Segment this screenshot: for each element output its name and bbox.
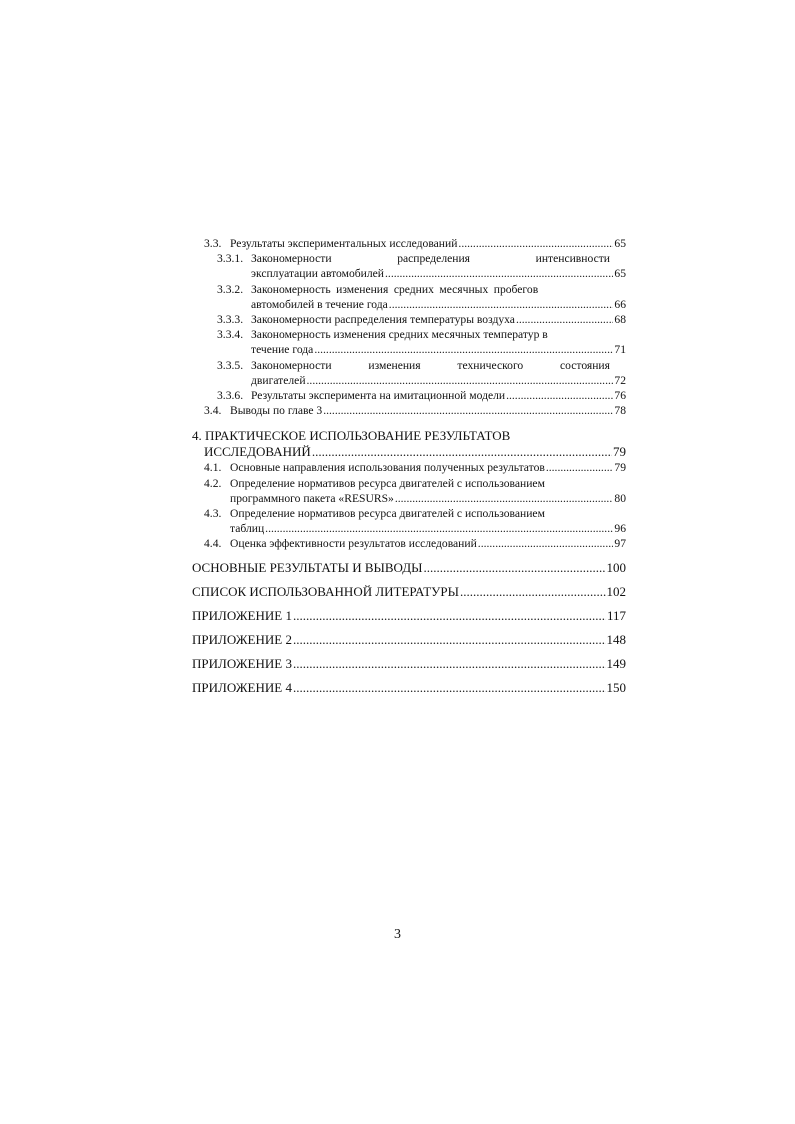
toc-title: Результаты экспериментальных исследований (230, 237, 458, 250)
toc-number: 4.4. (204, 537, 222, 551)
toc-page: 78 (614, 404, 626, 418)
toc-title: Основные направления использования полученных результатов (230, 461, 545, 475)
toc-title-cont: эксплуатации автомобилей (251, 267, 385, 281)
toc-number: 3.3.3. (217, 313, 244, 327)
toc-title: ПРИЛОЖЕНИЕ 3 (192, 655, 292, 671)
toc-title: СПИСОК ИСПОЛЬЗОВАННОЙ ЛИТЕРАТУРЫ (192, 583, 459, 599)
toc-entry-3-3-5[interactable] (192, 358, 626, 388)
toc-title-cont: двигателей (251, 373, 306, 387)
toc-title-word: изменения (368, 358, 421, 372)
leader-dots (458, 236, 613, 251)
toc-title: Закономерности распределения температуры воздуха (251, 313, 515, 327)
toc-number: 4.2. (204, 476, 222, 490)
leader-dots (546, 460, 614, 475)
toc-page: 117 (606, 607, 626, 623)
toc-page: 65 (614, 267, 626, 281)
toc-title: Определение нормативов ресурса двигателей с использованием (230, 507, 545, 521)
toc-title: ОСНОВНЫЕ РЕЗУЛЬТАТЫ И ВЫВОДЫ (192, 559, 423, 575)
toc-entry-3-3-6[interactable] (192, 388, 626, 403)
toc-page: 79 (613, 444, 626, 460)
toc-title-cont: ИССЛЕДОВАНИЙ (204, 444, 311, 460)
toc-title-word: интенсивности (535, 252, 610, 266)
toc-entry-3-3-3[interactable] (192, 312, 626, 327)
toc-title-word: распределения (397, 252, 470, 266)
toc-title: Оценка эффективности результатов исследований (230, 537, 477, 551)
toc-page: 148 (606, 631, 626, 647)
leader-dots (314, 342, 613, 357)
toc-title-word: Закономерности (251, 358, 332, 372)
toc-number: 3.3.1. (217, 252, 244, 266)
leader-dots (478, 536, 614, 551)
leader-dots (423, 560, 605, 576)
toc-title-cont: таблиц (230, 522, 265, 536)
toc-title-cont: течение года (251, 343, 314, 357)
toc-number: 4.1. (204, 461, 222, 475)
leader-dots (293, 632, 606, 648)
toc-entry-literature[interactable] (192, 584, 626, 600)
leader-dots (265, 521, 613, 536)
toc-page: 102 (606, 583, 626, 599)
toc-page: 68 (614, 313, 626, 327)
toc-entry-results[interactable] (192, 560, 626, 576)
toc-title: ПРИЛОЖЕНИЕ 1 (192, 607, 292, 623)
toc-entry-3-3-2[interactable] (192, 282, 626, 312)
toc-title: Выводы по главе 3 (230, 404, 323, 418)
toc-entry-appendix-3[interactable] (192, 656, 626, 672)
toc-title: Закономерность изменения средних месячных пробегов (251, 282, 539, 296)
toc-title-cont: программного пакета «RESURS» (230, 491, 394, 505)
leader-dots (293, 680, 606, 696)
toc-entry-appendix-1[interactable] (192, 608, 626, 624)
leader-dots (516, 312, 613, 327)
leader-dots (323, 403, 613, 418)
toc-number: 3.3.5. (217, 358, 244, 372)
toc-title-word: технического (457, 358, 524, 372)
toc-page: 65 (614, 237, 626, 250)
toc-title-word: состояния (560, 358, 610, 372)
leader-dots (460, 584, 606, 600)
leader-dots (506, 388, 613, 403)
toc-page: 96 (614, 522, 626, 536)
toc-title: Результаты эксперимента на имитационной модели (251, 389, 506, 403)
toc-number: 3.3.2. (217, 282, 244, 296)
toc-title-cont: автомобилей в течение года (251, 297, 388, 311)
toc-page: 150 (606, 679, 626, 695)
toc-title: Определение нормативов ресурса двигателей с использованием (230, 476, 545, 490)
leader-dots (312, 444, 612, 460)
toc-entry-appendix-2[interactable] (192, 632, 626, 648)
toc-entry-4-3[interactable] (192, 506, 626, 536)
toc-number: 3.3.6. (217, 389, 244, 403)
table-of-contents (192, 236, 626, 696)
toc-number: 3.3. (204, 237, 222, 250)
leader-dots (293, 656, 606, 672)
toc-page: 71 (614, 343, 626, 357)
page-number: 3 (394, 927, 401, 942)
toc-page: 79 (614, 461, 626, 475)
toc-entry-4-2[interactable] (192, 476, 626, 506)
toc-title: Закономерность изменения средних месячных температур в (251, 328, 548, 342)
toc-title: 4. ПРАКТИЧЕСКОЕ ИСПОЛЬЗОВАНИЕ РЕЗУЛЬТАТОВ (192, 428, 511, 444)
toc-number: 4.3. (204, 507, 222, 521)
toc-number: 3.3.4. (217, 328, 244, 342)
leader-dots (389, 297, 614, 312)
toc-page: 66 (614, 297, 626, 311)
toc-entry-3-3-4[interactable] (192, 327, 626, 357)
toc-entry-3-3-1[interactable] (192, 251, 626, 281)
leader-dots (395, 491, 614, 506)
leader-dots (307, 373, 614, 388)
toc-entry-3-4[interactable] (192, 403, 626, 418)
toc-page: 97 (614, 537, 626, 551)
toc-entry-4-1[interactable] (192, 460, 626, 475)
toc-page: 100 (606, 559, 626, 575)
toc-page: 149 (606, 655, 626, 671)
toc-page: 76 (614, 389, 626, 403)
toc-title: ПРИЛОЖЕНИЕ 4 (192, 679, 292, 695)
toc-entry-3-3[interactable] (192, 236, 626, 251)
toc-number: 3.4. (204, 404, 222, 418)
toc-title-word: Закономерности (251, 252, 332, 266)
toc-title: ПРИЛОЖЕНИЕ 2 (192, 631, 292, 647)
toc-entry-4-4[interactable] (192, 536, 626, 551)
leader-dots (385, 266, 613, 281)
leader-dots (293, 608, 606, 624)
toc-page: 80 (614, 491, 626, 505)
toc-page: 72 (614, 373, 626, 387)
toc-chapter-4[interactable] (192, 428, 626, 460)
toc-entry-appendix-4[interactable] (192, 680, 626, 696)
